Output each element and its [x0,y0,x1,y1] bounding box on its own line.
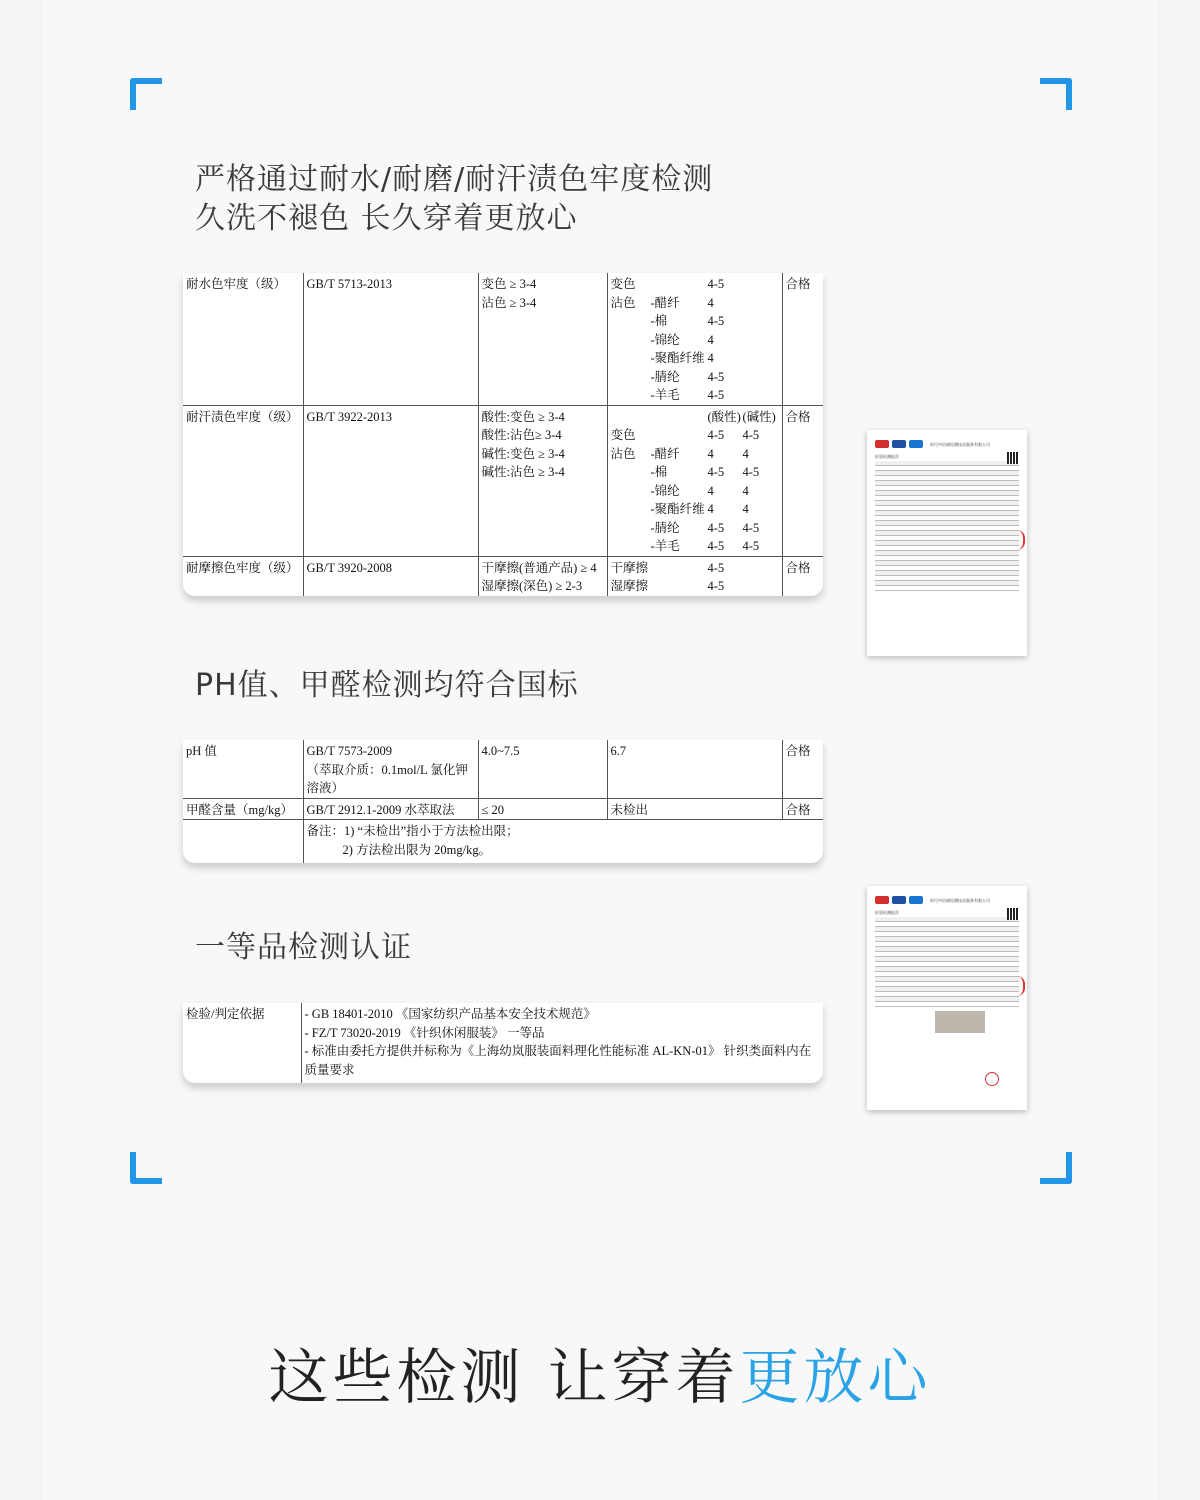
report-line [875,586,1019,591]
result-line [611,577,779,596]
result-part: 4 [707,483,714,498]
result-part: 4-5 [742,465,760,479]
result-part: -聚酯纤维 [650,351,705,365]
result-part: 4-5 [707,388,725,402]
report-org-title: 材巧中信威检测技术服务有限公司 [930,441,990,447]
table-cell: 检验/判定依据 [183,1003,301,1083]
table-cell [301,1003,823,1083]
table-row [183,1003,823,1083]
report-line [875,1002,1019,1007]
result-part: -醋纤 [650,446,680,461]
result-part: 4 [707,502,714,516]
corner-bracket-top-left [130,78,162,110]
result-part: -羊毛 [650,539,680,553]
result-part [651,577,708,596]
qr-code-icon [1007,452,1019,464]
slogan-accent: 更放心 [739,1343,932,1413]
cma-logo-icon [875,896,889,904]
grade-certification-table [183,1003,823,1083]
section2-title: PH值、甲醛检测均符合国标 [195,668,579,703]
table-note [303,820,823,864]
result-part [611,408,651,427]
result-part: 4-5 [707,428,725,442]
result-part: 4-5 [707,465,725,479]
basis-line: - GB 18401-2010 《国家纺织产品基本安全技术规范》 [304,1007,596,1021]
slogan-main: 这些检测 让穿着 [268,1343,740,1413]
seal-stamp-icon [1015,976,1025,996]
table-row [183,820,823,864]
result-part [611,500,651,519]
result-part: 4-5 [707,579,725,593]
result-line [611,294,779,313]
result-line [611,482,779,501]
result-line [611,312,779,331]
section1-title-line2: 久洗不褪色 长久穿着更放心 [195,201,578,236]
report-label: 检验检测报告 [875,910,899,915]
table-row [183,405,823,556]
result-part: -腈纶 [650,520,680,535]
requirement-line: 酸性:沾色≥ 3-4 [481,428,562,442]
section1-title-line1: 严格通过耐水/耐磨/耐汗渍色牢度检测 [195,162,714,197]
requirement-line: 沾色 ≥ 3-4 [481,295,537,310]
result-part: 干摩擦 [610,560,649,575]
result-line [611,386,779,405]
result-part: 4-5 [707,539,725,553]
result-part: -锦纶 [650,483,680,498]
basis-line: - FZ/T 73020-2019 《针织休闲服装》 一等品 [304,1025,545,1040]
result-part: (酸性) [707,409,741,424]
result-part [611,368,651,387]
requirement-line: 干摩擦(普通产品) ≥ 4 [481,560,597,575]
table-cell [478,556,607,596]
corner-bracket-top-right [1040,78,1072,110]
result-line [611,349,779,368]
basis-line: - 标准由委托方提供并标称为《上海幼岚服装面料理化性能标准 AL-KN-01》 针织类面料内在质量要求 [304,1044,812,1077]
table-cell [478,273,607,405]
result-part: 4-5 [707,520,725,535]
note-line1: 备注：1) “未检出”指小于方法检出限； [306,824,519,838]
table-cell: GB/T 3920-2008 [303,556,478,596]
result-part [651,559,708,578]
result-part: 4 [742,502,749,516]
cnas-logo-icon [909,440,923,448]
result-part: -聚酯纤维 [650,502,705,516]
table-cell: GB/T 2912.1-2009 水萃取法 [303,798,478,820]
section3-title: 一等品检测认证 [195,930,412,965]
table-row [183,798,823,820]
result-part: 4-5 [742,428,760,442]
table-cell: 耐汗渍色牢度（级） [183,405,303,556]
result-line [611,537,779,556]
report-lines [875,461,1019,591]
result-part: 沾色 [610,295,636,310]
result-part: 4 [707,351,714,365]
result-part: 4-5 [707,560,725,575]
result-part: 4 [742,483,749,498]
result-part [651,275,708,294]
table-cell: 合格 [782,405,823,556]
slogan [0,1330,1200,1416]
result-line [611,463,779,482]
fabric-sample-image [935,1011,985,1033]
result-part [611,519,651,538]
result-line [611,426,779,445]
result-part [611,537,651,556]
ilac-logo-icon [892,440,906,448]
result-part: 4-5 [707,277,725,291]
ph-formaldehyde-table [183,740,823,863]
note-line2: 2) 方法检出限为 20mg/kg。 [342,842,492,857]
result-part: 4 [742,446,749,461]
table-cell: 合格 [782,273,823,405]
table-row [183,556,823,596]
result-part [611,482,651,501]
table-cell: GB/T 3922-2013 [303,405,478,556]
result-part [611,312,651,331]
result-part [651,408,708,427]
result-line [611,368,779,387]
section1-title [195,160,713,238]
table-cell [607,556,782,596]
test-report-thumbnail [867,886,1027,1110]
test-report-thumbnail [867,430,1027,656]
report-org-title: 材巧中信威检测技术服务有限公司 [930,897,990,903]
table-row [183,740,823,798]
corner-bracket-bottom-left [130,1152,162,1184]
result-part: -棉 [650,314,668,328]
result-part: 4 [707,446,714,461]
table-cell: 6.7 [607,740,782,798]
result-part [611,331,651,350]
table-cell: 未检出 [607,798,782,820]
result-part: (碱性) [742,409,776,424]
result-part [611,463,651,482]
table-cell: GB/T 5713-2013 [303,273,478,405]
result-line [611,275,779,294]
requirement-line: 变色 ≥ 3-4 [481,277,537,291]
table-cell: 甲醛含量（mg/kg） [183,798,303,820]
cnas-logo-icon [909,896,923,904]
result-line [611,408,779,427]
table-cell [478,405,607,556]
cma-logo-icon [875,440,889,448]
ilac-logo-icon [892,896,906,904]
table-cell [607,273,782,405]
result-part [611,386,651,405]
table-cell: pH 值 [183,740,303,798]
result-line [611,519,779,538]
result-part: 沾色 [610,446,636,461]
result-part: 变色 [610,428,636,442]
table-cell: ≤ 20 [478,798,607,820]
result-line [611,500,779,519]
table-cell [607,405,782,556]
requirement-line: 湿摩擦(深色) ≥ 2-3 [481,579,583,593]
corner-bracket-bottom-right [1040,1152,1072,1184]
seal-stamp-icon [1015,530,1025,550]
result-part: -醋纤 [650,295,680,310]
result-line [611,331,779,350]
result-part: 4 [707,295,714,310]
qr-code-icon [1007,908,1019,920]
result-line [611,559,779,578]
table-cell: 4.0~7.5 [478,740,607,798]
result-line [611,445,779,464]
table-cell: 耐摩擦色牢度（级） [183,556,303,596]
result-part: 4 [707,332,714,347]
result-part: -腈纶 [650,369,680,384]
result-part: -羊毛 [650,388,680,402]
result-part: -锦纶 [650,332,680,347]
red-seal-icon [985,1072,999,1086]
result-part: 4-5 [742,520,760,535]
table-cell: GB/T 7573-2009 （萃取介质：0.1mol/L 氯化钾溶液） [303,740,478,798]
report-lines [875,917,1019,1007]
requirement-line: 碱性:变色 ≥ 3-4 [481,446,565,461]
result-part: 变色 [610,277,636,291]
table-cell: 合格 [785,560,811,575]
result-part: 湿摩擦 [610,579,649,593]
result-part: 4-5 [707,369,725,384]
report-label: 检验检测报告 [875,454,899,459]
result-part: 4-5 [707,314,725,328]
table-cell: 耐水色牢度（级） [183,273,303,405]
requirement-line: 碱性:沾色 ≥ 3-4 [481,465,565,479]
result-part [611,349,651,368]
result-part: -棉 [650,465,668,479]
colorfastness-table [183,273,823,596]
table-row [183,273,823,405]
result-part: 4-5 [742,539,760,553]
requirement-line: 酸性:变色 ≥ 3-4 [481,409,565,424]
table-cell: 合格 [782,798,823,820]
table-cell: 合格 [782,740,823,798]
result-part [651,426,708,445]
